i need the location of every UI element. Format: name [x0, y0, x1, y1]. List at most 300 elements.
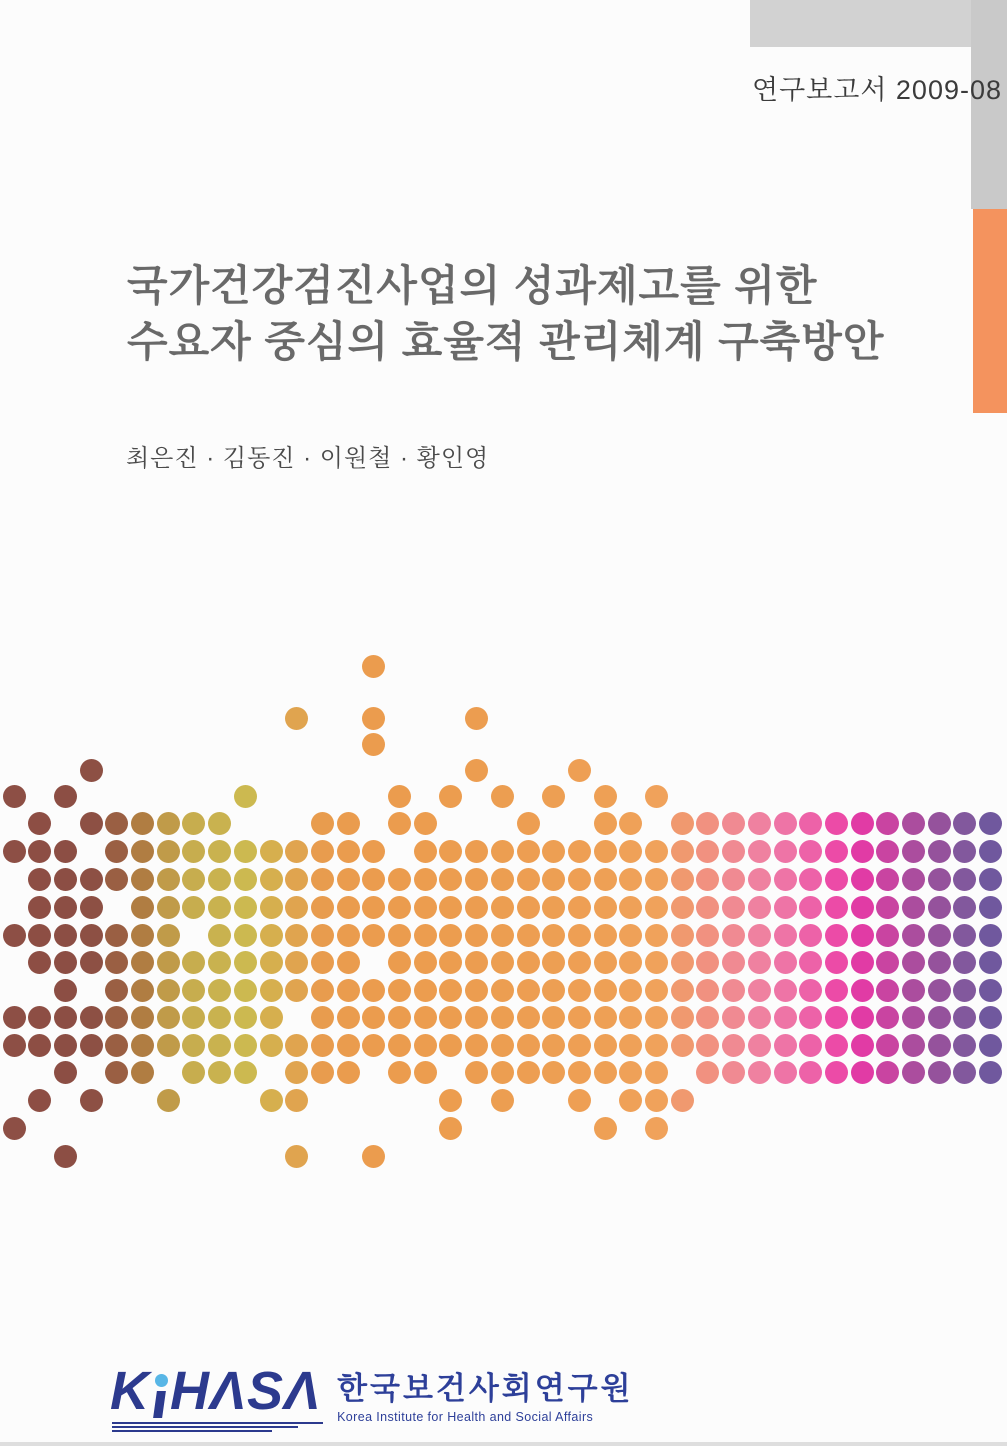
art-dot — [337, 979, 360, 1002]
art-dot — [80, 868, 103, 891]
art-dot — [594, 979, 617, 1002]
art-dot — [491, 1006, 514, 1029]
art-dot — [311, 1034, 334, 1057]
art-dot — [774, 840, 797, 863]
art-dot — [671, 812, 694, 835]
art-dot — [28, 1034, 51, 1057]
art-dot — [953, 1061, 976, 1084]
cover-title-line1: 국가건강검진사업의 성과제고를 위한 — [127, 262, 818, 309]
art-dot — [54, 896, 77, 919]
art-dot — [928, 1061, 951, 1084]
art-dot — [774, 812, 797, 835]
art-dot — [234, 840, 257, 863]
art-dot — [902, 979, 925, 1002]
art-dot — [208, 840, 231, 863]
art-dot — [619, 1061, 642, 1084]
art-dot — [876, 896, 899, 919]
art-dot — [799, 951, 822, 974]
orange-accent-block — [973, 209, 1007, 413]
art-dot — [439, 951, 462, 974]
art-dot — [799, 1061, 822, 1084]
art-dot — [28, 812, 51, 835]
art-dot — [260, 868, 283, 891]
art-dot — [851, 896, 874, 919]
art-dot — [54, 924, 77, 947]
art-dot — [337, 840, 360, 863]
art-dot — [722, 812, 745, 835]
art-dot — [979, 840, 1002, 863]
cover-title-line2: 수요자 중심의 효율적 관리체계 구축방안 — [127, 318, 885, 365]
art-dot — [953, 896, 976, 919]
art-dot — [234, 924, 257, 947]
art-dot — [825, 896, 848, 919]
art-dot — [285, 1089, 308, 1112]
art-dot — [157, 1034, 180, 1057]
art-dot — [105, 1061, 128, 1084]
art-dot — [388, 785, 411, 808]
art-dot — [876, 1034, 899, 1057]
art-dot — [362, 1034, 385, 1057]
art-dot — [928, 979, 951, 1002]
art-dot — [645, 868, 668, 891]
art-dot — [414, 924, 437, 947]
art-dot — [491, 951, 514, 974]
art-dot — [594, 840, 617, 863]
art-dot — [902, 951, 925, 974]
art-dot — [208, 1034, 231, 1057]
art-dot — [799, 979, 822, 1002]
art-dot — [54, 840, 77, 863]
art-dot — [748, 1034, 771, 1057]
art-dot — [234, 868, 257, 891]
art-dot — [722, 840, 745, 863]
art-dot — [825, 1034, 848, 1057]
art-dot — [105, 1034, 128, 1057]
art-dot — [928, 812, 951, 835]
art-dot — [362, 1145, 385, 1168]
art-dot — [568, 759, 591, 782]
scan-edge-bottom — [0, 1442, 1007, 1446]
wordmark-letter-i — [153, 1374, 167, 1418]
art-dot — [619, 868, 642, 891]
art-dot — [876, 868, 899, 891]
art-dot — [953, 951, 976, 974]
art-dot — [285, 1145, 308, 1168]
art-dot — [645, 1006, 668, 1029]
art-dot — [80, 759, 103, 782]
art-dot — [645, 1117, 668, 1140]
art-dot — [465, 707, 488, 730]
art-dot — [80, 951, 103, 974]
art-dot — [671, 1034, 694, 1057]
art-dot — [517, 868, 540, 891]
art-dot — [619, 840, 642, 863]
art-dot — [465, 896, 488, 919]
art-dot — [362, 733, 385, 756]
art-dot — [774, 868, 797, 891]
art-dot — [825, 979, 848, 1002]
art-dot — [645, 1061, 668, 1084]
wordmark-letters-hasa: HΛSΛ — [170, 1361, 322, 1421]
art-dot — [28, 1006, 51, 1029]
art-dot — [979, 1006, 1002, 1029]
art-dot — [774, 1006, 797, 1029]
art-dot — [671, 924, 694, 947]
art-dot — [953, 1006, 976, 1029]
art-dot — [362, 924, 385, 947]
art-dot — [337, 951, 360, 974]
art-dot — [491, 924, 514, 947]
art-dot — [799, 868, 822, 891]
art-dot — [645, 840, 668, 863]
art-dot — [285, 896, 308, 919]
art-dot — [979, 812, 1002, 835]
art-dot — [851, 1034, 874, 1057]
art-dot — [54, 868, 77, 891]
art-dot — [28, 840, 51, 863]
art-dot — [517, 951, 540, 974]
art-dot — [542, 979, 565, 1002]
art-dot — [825, 951, 848, 974]
art-dot — [748, 868, 771, 891]
art-dot — [799, 896, 822, 919]
art-dot — [388, 812, 411, 835]
art-dot — [851, 1061, 874, 1084]
art-dot — [208, 812, 231, 835]
art-dot — [696, 812, 719, 835]
art-dot — [105, 1006, 128, 1029]
art-dot — [902, 1034, 925, 1057]
art-dot — [928, 1006, 951, 1029]
art-dot — [182, 868, 205, 891]
art-dot — [285, 1061, 308, 1084]
art-dot — [54, 1061, 77, 1084]
art-dot — [696, 951, 719, 974]
art-dot — [362, 840, 385, 863]
art-dot — [774, 1061, 797, 1084]
art-dot — [594, 896, 617, 919]
art-dot — [260, 896, 283, 919]
art-dot — [645, 951, 668, 974]
art-dot — [722, 896, 745, 919]
art-dot — [182, 812, 205, 835]
art-dot — [260, 1034, 283, 1057]
art-dot — [722, 868, 745, 891]
art-dot — [131, 868, 154, 891]
art-dot — [28, 896, 51, 919]
wordmark-stripes — [112, 1420, 323, 1432]
art-dot — [568, 924, 591, 947]
art-dot — [234, 1061, 257, 1084]
art-dot — [645, 896, 668, 919]
art-dot — [953, 812, 976, 835]
art-dot — [182, 979, 205, 1002]
art-dot — [671, 868, 694, 891]
art-dot — [362, 1006, 385, 1029]
art-dot — [337, 812, 360, 835]
art-dot — [953, 924, 976, 947]
art-dot — [619, 1089, 642, 1112]
art-dot — [748, 979, 771, 1002]
art-dot — [182, 1061, 205, 1084]
art-dot — [131, 812, 154, 835]
publisher-names — [337, 1371, 634, 1424]
art-dot — [388, 924, 411, 947]
art-dot — [388, 896, 411, 919]
art-dot — [439, 924, 462, 947]
art-dot — [388, 868, 411, 891]
art-dot — [594, 868, 617, 891]
art-dot — [311, 896, 334, 919]
art-dot — [105, 951, 128, 974]
art-dot — [105, 868, 128, 891]
art-dot — [157, 1089, 180, 1112]
art-dot — [337, 1006, 360, 1029]
kihasa-wordmark — [110, 1361, 322, 1432]
art-dot — [851, 1006, 874, 1029]
art-dot — [491, 840, 514, 863]
art-dot — [182, 1006, 205, 1029]
art-dot — [594, 785, 617, 808]
art-dot — [902, 1006, 925, 1029]
art-dot — [825, 1061, 848, 1084]
art-dot — [722, 979, 745, 1002]
art-dot — [594, 924, 617, 947]
art-dot — [979, 1034, 1002, 1057]
art-dot — [979, 951, 1002, 974]
art-dot — [491, 1089, 514, 1112]
art-dot — [722, 951, 745, 974]
art-dot — [799, 812, 822, 835]
art-dot — [28, 868, 51, 891]
art-dot — [722, 1006, 745, 1029]
art-dot — [414, 1034, 437, 1057]
art-dot — [619, 1006, 642, 1029]
art-dot — [542, 785, 565, 808]
art-dot — [696, 924, 719, 947]
art-dot — [748, 1006, 771, 1029]
art-dot — [285, 1034, 308, 1057]
art-dot — [54, 1034, 77, 1057]
art-dot — [876, 1006, 899, 1029]
art-dot — [208, 896, 231, 919]
art-dot — [517, 840, 540, 863]
art-dot — [414, 951, 437, 974]
art-dot — [619, 924, 642, 947]
art-dot — [542, 896, 565, 919]
art-dot — [928, 924, 951, 947]
art-dot — [774, 1034, 797, 1057]
art-dot — [208, 924, 231, 947]
cover-title — [127, 258, 884, 370]
art-dot — [28, 951, 51, 974]
art-dot — [439, 1089, 462, 1112]
art-dot — [722, 924, 745, 947]
art-dot — [3, 1117, 26, 1140]
art-dot — [491, 979, 514, 1002]
art-dot — [80, 896, 103, 919]
art-dot — [979, 979, 1002, 1002]
art-dot — [594, 1034, 617, 1057]
art-dot — [439, 979, 462, 1002]
art-dot — [953, 1034, 976, 1057]
art-dot — [748, 924, 771, 947]
art-dot — [337, 924, 360, 947]
art-dot — [594, 1006, 617, 1029]
kihasa-logo — [110, 1361, 634, 1432]
art-dot — [362, 707, 385, 730]
art-dot — [645, 924, 668, 947]
art-dot — [439, 1006, 462, 1029]
art-dot — [157, 924, 180, 947]
art-dot — [234, 979, 257, 1002]
art-dot — [902, 1061, 925, 1084]
art-dot — [157, 1006, 180, 1029]
wordmark-letter-k: K — [110, 1361, 150, 1421]
authors-line: 최은진 · 김동진 · 이원철 · 황인영 — [126, 445, 490, 472]
art-dot — [285, 979, 308, 1002]
art-dot — [234, 896, 257, 919]
art-dot — [131, 924, 154, 947]
art-dot — [414, 1061, 437, 1084]
art-dot — [953, 840, 976, 863]
art-dot — [208, 868, 231, 891]
art-dot — [979, 896, 1002, 919]
art-dot — [131, 1061, 154, 1084]
art-dot — [645, 1089, 668, 1112]
art-dot — [799, 1034, 822, 1057]
art-dot — [568, 868, 591, 891]
art-dot — [568, 1006, 591, 1029]
art-dot — [619, 979, 642, 1002]
art-dot — [54, 1145, 77, 1168]
art-dot — [928, 1034, 951, 1057]
art-dot — [517, 1034, 540, 1057]
art-dot — [3, 1034, 26, 1057]
art-dot — [671, 1006, 694, 1029]
art-dot — [439, 785, 462, 808]
art-dot — [311, 868, 334, 891]
art-dot — [851, 979, 874, 1002]
art-dot — [337, 896, 360, 919]
art-dot — [748, 812, 771, 835]
art-dot — [902, 868, 925, 891]
art-dot — [825, 924, 848, 947]
art-dot — [157, 868, 180, 891]
art-dot — [953, 979, 976, 1002]
art-dot — [594, 1117, 617, 1140]
art-dot — [157, 840, 180, 863]
art-dot — [594, 812, 617, 835]
art-dot — [774, 979, 797, 1002]
art-dot — [311, 979, 334, 1002]
art-dot — [568, 840, 591, 863]
art-dot — [491, 1061, 514, 1084]
art-dot — [311, 812, 334, 835]
art-dot — [414, 868, 437, 891]
art-dot — [3, 1006, 26, 1029]
art-dot — [414, 896, 437, 919]
art-dot — [491, 1034, 514, 1057]
art-dot — [439, 896, 462, 919]
art-dot — [234, 1006, 257, 1029]
art-dot — [825, 1006, 848, 1029]
art-dot — [517, 924, 540, 947]
art-dot — [902, 840, 925, 863]
art-dot — [902, 812, 925, 835]
art-dot — [568, 951, 591, 974]
art-dot — [542, 924, 565, 947]
art-dot — [54, 1006, 77, 1029]
art-dot — [105, 812, 128, 835]
art-dot — [671, 1089, 694, 1112]
art-dot — [439, 1117, 462, 1140]
art-dot — [722, 1061, 745, 1084]
art-dot — [696, 896, 719, 919]
art-dot — [568, 979, 591, 1002]
art-dot — [979, 924, 1002, 947]
art-dot — [54, 979, 77, 1002]
art-dot — [876, 840, 899, 863]
art-dot — [157, 896, 180, 919]
art-dot — [208, 1006, 231, 1029]
art-dot — [748, 896, 771, 919]
art-dot — [774, 896, 797, 919]
art-dot — [285, 951, 308, 974]
art-dot — [568, 1034, 591, 1057]
art-dot — [285, 924, 308, 947]
art-dot — [131, 951, 154, 974]
art-dot — [851, 812, 874, 835]
art-dot — [517, 1006, 540, 1029]
art-dot — [465, 759, 488, 782]
art-dot — [696, 1034, 719, 1057]
art-dot — [260, 1089, 283, 1112]
art-dot — [157, 951, 180, 974]
art-dot — [182, 840, 205, 863]
art-dot — [491, 896, 514, 919]
art-dot — [362, 979, 385, 1002]
art-dot — [157, 812, 180, 835]
art-dot — [568, 1061, 591, 1084]
art-dot — [594, 1061, 617, 1084]
art-dot — [799, 840, 822, 863]
art-dot — [825, 840, 848, 863]
art-dot — [542, 840, 565, 863]
art-dot — [799, 1006, 822, 1029]
art-dot — [182, 1034, 205, 1057]
art-dot — [182, 896, 205, 919]
art-dot — [928, 868, 951, 891]
art-dot — [362, 655, 385, 678]
art-dot — [542, 951, 565, 974]
art-dot — [80, 1089, 103, 1112]
art-dot — [517, 979, 540, 1002]
art-dot — [54, 951, 77, 974]
art-dot — [311, 951, 334, 974]
art-dot — [774, 951, 797, 974]
art-dot — [3, 924, 26, 947]
art-dot — [671, 979, 694, 1002]
art-dot — [362, 868, 385, 891]
art-dot — [979, 1061, 1002, 1084]
art-dot — [645, 1034, 668, 1057]
i-stem — [153, 1391, 166, 1418]
art-dot — [696, 868, 719, 891]
art-dot — [876, 951, 899, 974]
art-dot — [953, 868, 976, 891]
art-dot — [260, 951, 283, 974]
